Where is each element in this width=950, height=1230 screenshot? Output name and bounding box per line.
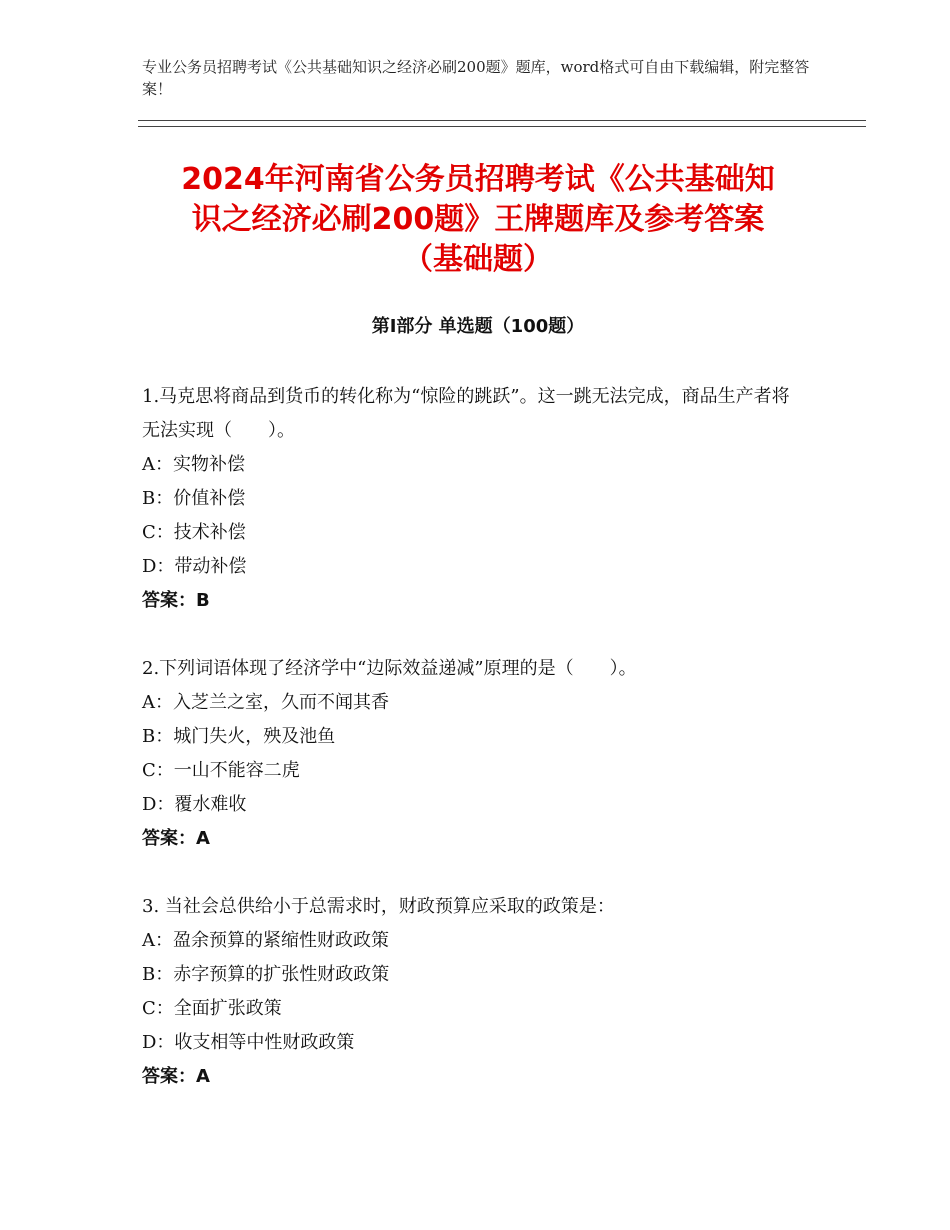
option-c: C：技术补偿 xyxy=(142,522,246,543)
answer: 答案：B xyxy=(142,590,210,611)
title-line-1: 2024年河南省公务员招聘考试《公共基础知 xyxy=(181,162,775,197)
option-c: C：一山不能容二虎 xyxy=(142,760,300,781)
question-list xyxy=(142,380,802,1128)
option-d: D：覆水难收 xyxy=(142,794,247,815)
answer: 答案：A xyxy=(142,1066,210,1087)
header-divider xyxy=(138,120,866,127)
option-a: A：盈余预算的紧缩性财政政策 xyxy=(142,930,389,951)
title-line-2: 识之经济必刷200题》王牌题库及参考答案 xyxy=(191,202,765,237)
question-stem: 2.下列词语体现了经济学中“边际效益递减”原理的是（ ）。 xyxy=(142,658,637,679)
question-stem: 3. 当社会总供给小于总需求时，财政预算应采取的政策是： xyxy=(142,896,615,917)
option-b: B：赤字预算的扩张性财政政策 xyxy=(142,964,390,985)
option-a: A：实物补偿 xyxy=(142,454,245,475)
document-title xyxy=(138,160,818,280)
title-line-3: （基础题） xyxy=(403,242,553,277)
question-2 xyxy=(142,652,802,856)
answer: 答案：A xyxy=(142,828,210,849)
option-b: B：价值补偿 xyxy=(142,488,246,509)
option-b: B：城门失火，殃及池鱼 xyxy=(142,726,336,747)
option-c: C：全面扩张政策 xyxy=(142,998,282,1019)
question-3 xyxy=(142,890,802,1094)
question-stem: 1.马克思将商品到货币的转化称为“惊险的跳跃”。这一跳无法完成，商品生产者将无法实现（ ）。 xyxy=(142,386,790,441)
section-title: 第Ⅰ部分 单选题（100题） xyxy=(371,316,585,337)
option-a: A：入芝兰之室，久而不闻其香 xyxy=(142,692,389,713)
option-d: D：收支相等中性财政政策 xyxy=(142,1032,355,1053)
header-note: 专业公务员招聘考试《公共基础知识之经济必刷200题》题库，word格式可自由下载编辑，附完整答案！ xyxy=(142,58,810,98)
question-1 xyxy=(142,380,802,618)
option-d: D：带动补偿 xyxy=(142,556,247,577)
